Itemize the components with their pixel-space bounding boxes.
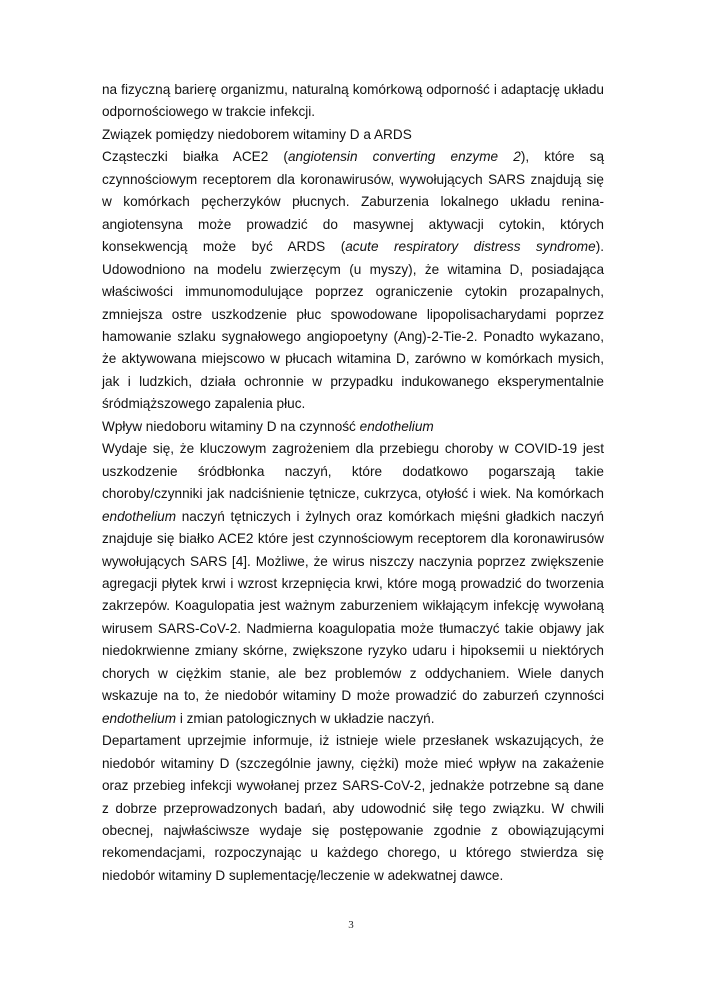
text-segment: Departament uprzejmie informuje, iż istnieje wiele przesłanek wskazujących, że niedobór witaminy D (szczególnie jawny, ciężki) może mieć wpływ na zakażenie oraz przebieg infekcji wywołanej przez SARS-CoV-2, jednakże potrzebne są dane z dobrze przeprowadzonych badań, aby udowodnić siłę tego związku. W chwili obecnej, najwłaściwsze wydaje się postępowanie zgodnie z obowiązującymi rekomendacjami, rozpoczynając u każdego chorego, u którego stwierdza się niedobór witaminy D suplementację/leczenie w adekwatnej dawce.: [102, 733, 604, 883]
italic-term: acute respiratory distress syndrome: [345, 239, 596, 255]
paragraph-endothelium: [102, 438, 604, 730]
section-heading-ards: [102, 124, 604, 146]
text-segment: Cząsteczki białka ACE2 (: [102, 149, 288, 165]
text-segment: ), które są czynnościowym receptorem dla koronawirusów, wywołujących SARS znajdują się w komórkach pęcherzyków płucnych. Zaburzenia lokalnego układu renina-angiotensyna może prowadzić do masywnej aktywacji cytokin, których konsekwencją może być ARDS (: [102, 149, 605, 255]
text-segment: Związek pomiędzy niedoborem witaminy D a ARDS: [102, 126, 412, 142]
text-segment: Wpływ niedoboru witaminy D na czynność: [102, 418, 360, 434]
italic-term: angiotensin converting enzyme 2: [287, 149, 521, 165]
section-heading-endothelium: [102, 416, 604, 438]
text-segment: i zmian patologicznych w układzie naczyń.: [176, 710, 435, 726]
page-number: 3: [348, 919, 354, 931]
document-body: [102, 79, 604, 887]
italic-term: endothelium: [359, 418, 434, 434]
text-segment: ). Udowodniono na modelu zwierzęcym (u myszy), że witamina D, posiadająca właściwości immunomodulujące poprzez ograniczenie cytokin prozapalnych, zmniejsza ostre uszkodzenie płuc spowodowane lipopolisacharydami poprzez hamowanie szlaku sygnałowego angiopoetyny (Ang)-2-Tie-2. Ponadto wykazano, że aktywowana miejscowo w płucach witamina D, zarówno w komórkach mysich, jak i ludzkich, działa ochronnie w przypadku indukowanego eksperymentalnie śródmiąższowego zapalenia płuc.: [102, 239, 604, 412]
italic-term: endothelium: [102, 508, 177, 524]
italic-term: endothelium: [102, 710, 177, 726]
text-segment: Wydaje się, że kluczowym zagrożeniem dla przebiegu choroby w COVID-19 jest uszkodzenie śródbłonka naczyń, które dodatkowo pogarszają takie choroby/czynniki jak nadciśnienie tętnicze, cukrzyca, otyłość i wiek. Na komórkach: [102, 441, 604, 502]
text-segment: naczyń tętniczych i żylnych oraz komórkach mięśni gładkich naczyń znajduje się białko ACE2 które jest czynnościowym receptorem dla koronawirusów wywołujących SARS [4]. Możliwe, że wirus niszczy naczynia poprzez zwiększenie agregacji płytek krwi i wzrost krzepnięcia krwi, które mogą prowadzić do tworzenia zakrzepów. Koagulopatia jest ważnym zaburzeniem wikłającym infekcję wywołaną wirusem SARS-CoV-2. Nadmierna koagulopatia może tłumaczyć takie objawy jak niedokrwienne zmiany skórne, zwiększone ryzyko udaru i hipoksemii u niektórych chorych w ciężkim stanie, ale bez problemów z oddychaniem. Wiele danych wskazuje na to, że niedobór witaminy D może prowadzić do zaburzeń czynności: [102, 508, 604, 704]
paragraph-ards: [102, 146, 604, 415]
paragraph-intro-continuation: [102, 79, 604, 124]
paragraph-department-conclusion: [102, 730, 604, 887]
text-segment: na fizyczną barierę organizmu, naturalną komórkową odporność i adaptację układu odpornościowego w trakcie infekcji.: [102, 82, 604, 120]
